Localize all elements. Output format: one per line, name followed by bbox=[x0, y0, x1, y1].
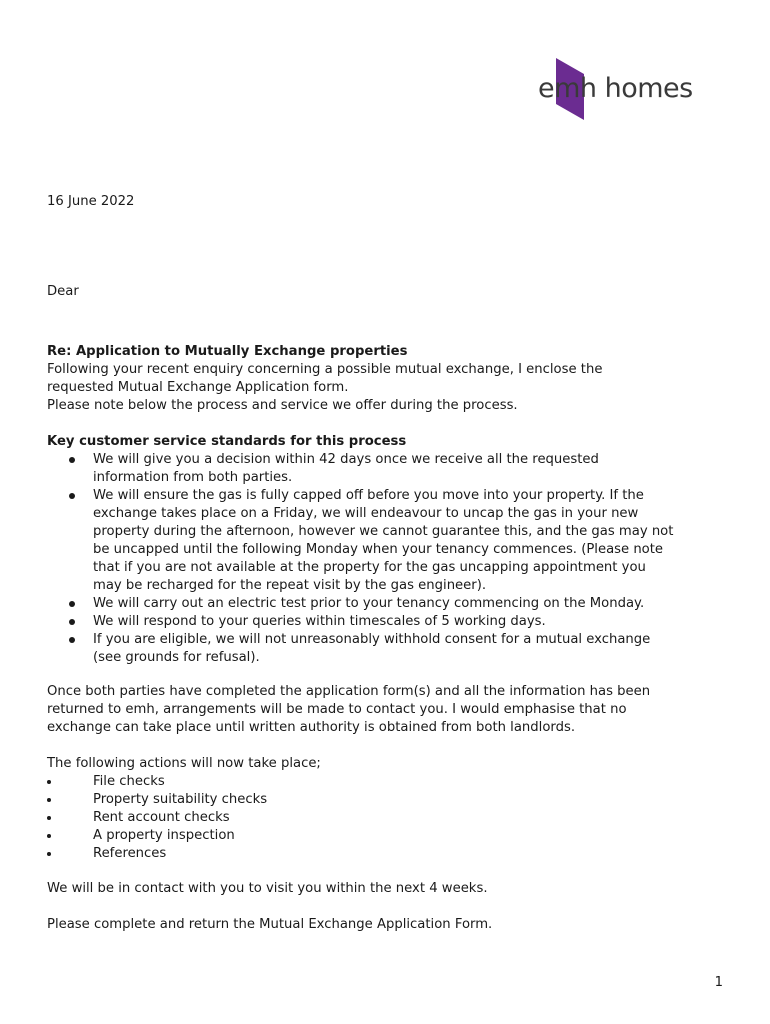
actions-list-item bbox=[47, 845, 737, 863]
action-label: Rent account checks bbox=[93, 810, 230, 825]
standards-list-item bbox=[47, 613, 737, 631]
standard-line: We will give you a decision within 42 days once we receive all the requested bbox=[93, 452, 599, 467]
letter-date: 16 June 2022 bbox=[47, 194, 135, 209]
actions-list-item bbox=[47, 809, 737, 827]
actions-intro: The following actions will now take place; bbox=[47, 756, 321, 771]
actions-list-item bbox=[47, 827, 737, 845]
subject-line: Re: Application to Mutually Exchange properties bbox=[47, 344, 408, 359]
intro-line: Following your recent enquiry concerning a possible mutual exchange, I enclose the bbox=[47, 362, 603, 377]
action-label: File checks bbox=[93, 774, 165, 789]
standards-list bbox=[47, 451, 737, 667]
standard-line: If you are eligible, we will not unreasonably withhold consent for a mutual exchange bbox=[93, 632, 651, 647]
actions-list bbox=[47, 773, 737, 863]
standards-heading: Key customer service standards for this process bbox=[47, 434, 407, 449]
standard-line: (see grounds for refusal). bbox=[93, 650, 260, 665]
emh-homes-logo bbox=[536, 56, 716, 120]
standard-line: property during the afternoon, however we cannot guarantee this, and the gas may not bbox=[93, 524, 674, 539]
standard-line: may be recharged for the repeat visit by the gas engineer). bbox=[93, 578, 487, 593]
standards-list-item bbox=[47, 451, 737, 487]
standard-line: that if you are not available at the property for the gas uncapping appointment you bbox=[93, 560, 646, 575]
action-label: References bbox=[93, 846, 167, 861]
standards-list-item bbox=[47, 631, 737, 667]
closing-line: Please complete and return the Mutual Exchange Application Form. bbox=[47, 917, 493, 932]
svg-text:emh homes: emh homes bbox=[538, 73, 693, 104]
intro-line: requested Mutual Exchange Application form. bbox=[47, 380, 349, 395]
standard-line: be uncapped until the following Monday when your tenancy commences. (Please note bbox=[93, 542, 664, 557]
page-number: 1 bbox=[714, 975, 723, 990]
intro-paragraph bbox=[47, 361, 737, 415]
completion-paragraph bbox=[47, 683, 737, 737]
intro-line: Please note below the process and service we offer during the process. bbox=[47, 398, 518, 413]
standard-line: We will respond to your queries within timescales of 5 working days. bbox=[93, 614, 546, 629]
completion-line: exchange can take place until written authority is obtained from both landlords. bbox=[47, 720, 576, 735]
standard-line: We will carry out an electric test prior to your tenancy commencing on the Monday. bbox=[93, 596, 645, 611]
completion-line: Once both parties have completed the application form(s) and all the information has been bbox=[47, 684, 651, 699]
contact-line: We will be in contact with you to visit you within the next 4 weeks. bbox=[47, 881, 488, 896]
standards-list-item bbox=[47, 595, 737, 613]
action-label: A property inspection bbox=[93, 828, 235, 843]
actions-list-item bbox=[47, 773, 737, 791]
completion-line: returned to emh, arrangements will be made to contact you. I would emphasise that no bbox=[47, 702, 627, 717]
action-label: Property suitability checks bbox=[93, 792, 268, 807]
actions-list-item bbox=[47, 791, 737, 809]
standard-line: exchange takes place on a Friday, we will endeavour to uncap the gas in your new bbox=[93, 506, 639, 521]
standard-line: information from both parties. bbox=[93, 470, 293, 485]
salutation: Dear bbox=[47, 284, 79, 299]
standard-line: We will ensure the gas is fully capped off before you move into your property. If the bbox=[93, 488, 644, 503]
standards-list-item bbox=[47, 487, 737, 595]
